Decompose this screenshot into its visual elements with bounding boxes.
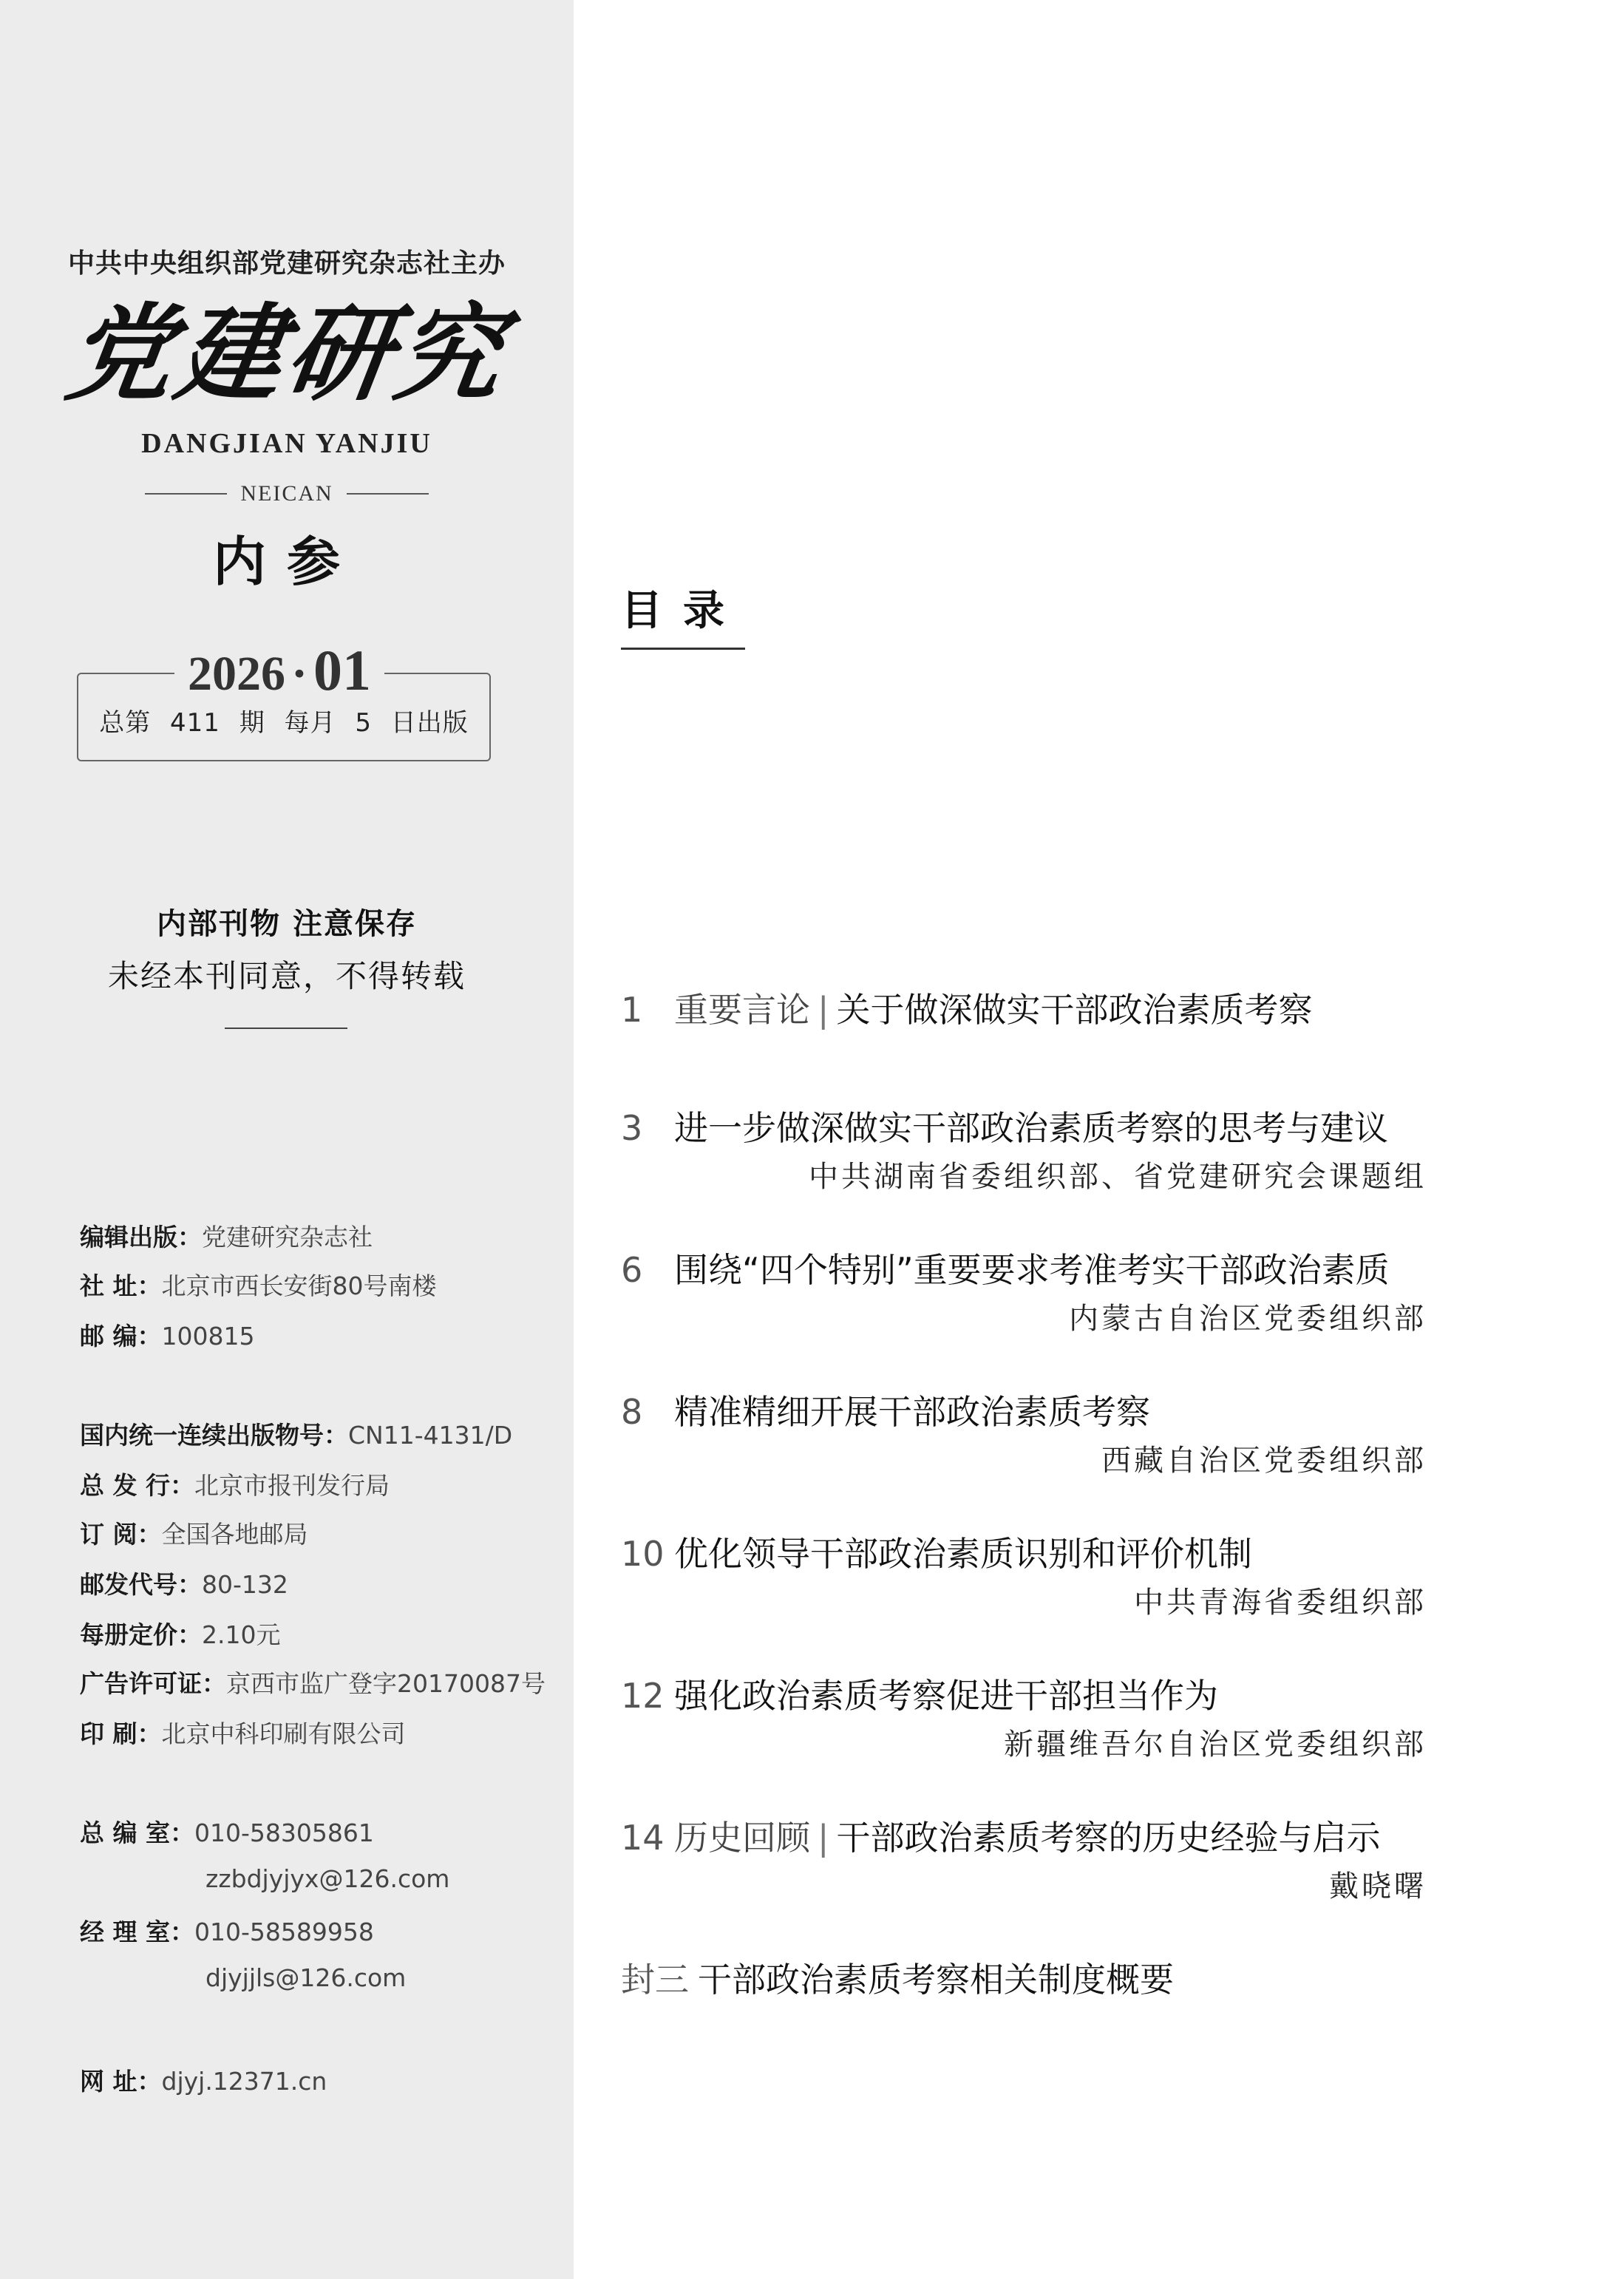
toc-item[interactable] xyxy=(621,1669,1427,1762)
divider-line-left xyxy=(145,493,227,495)
toc-page: 封三 xyxy=(621,1960,689,2000)
issue-subline: 总第 411 期 每月 5 日出版 xyxy=(99,708,469,738)
journal-title-calligraphy: 党建研究 xyxy=(59,293,514,415)
toc-heading: 目录 xyxy=(621,578,745,650)
toc-separator: | xyxy=(818,990,829,1030)
toc-author: 戴晓曙 xyxy=(1329,1869,1427,1903)
toc-title: 围绕“四个特别”重要要求考准考实干部政治素质 xyxy=(674,1250,1390,1290)
info-row: 经 理 室：010-58589958 xyxy=(80,1918,374,1946)
toc-item[interactable] xyxy=(621,1527,1427,1620)
toc-column: 重要言论 xyxy=(674,990,810,1030)
info-row: 邮发代号：80-132 xyxy=(80,1570,288,1599)
toc-page: 12 xyxy=(621,1676,665,1716)
toc-item[interactable] xyxy=(621,1811,1427,1903)
toc-title: 进一步做深做实干部政治素质考察的思考与建议 xyxy=(674,1108,1388,1148)
toc-title: 强化政治素质考察促进干部担当作为 xyxy=(674,1676,1218,1716)
toc-title: 精准精细开展干部政治素质考察 xyxy=(674,1392,1150,1432)
toc-column: 历史回顾 xyxy=(674,1818,810,1858)
toc-separator: | xyxy=(818,1818,829,1858)
toc-item[interactable] xyxy=(621,983,1427,1032)
toc-item[interactable] xyxy=(621,1243,1427,1336)
toc-title: 关于做深做实干部政治素质考察 xyxy=(836,990,1313,1030)
toc-title: 优化领导干部政治素质识别和评价机制 xyxy=(674,1534,1252,1574)
sponsor-line: 中共中央组织部党建研究杂志社主办 xyxy=(67,248,506,279)
neican-divider xyxy=(145,479,429,509)
toc-item[interactable] xyxy=(621,1101,1427,1194)
masthead-sidebar xyxy=(0,0,574,2279)
toc-title: 干部政治素质考察的历史经验与启示 xyxy=(836,1818,1381,1858)
info-row: 社 址：北京市西长安街80号南楼 xyxy=(80,1271,437,1300)
info-row: djyjjls@126.com xyxy=(205,1963,407,1992)
neican-title: 内参 xyxy=(212,530,361,593)
issue-year: 2026 xyxy=(188,647,285,701)
journal-title-pinyin: DANGJIAN YANJIU xyxy=(141,428,432,459)
toc-page: 1 xyxy=(621,990,643,1030)
info-row: 编辑出版：党建研究杂志社 xyxy=(80,1223,373,1251)
issue-number xyxy=(174,637,384,704)
info-row: 邮 编：100815 xyxy=(80,1322,255,1351)
divider xyxy=(225,1028,347,1029)
toc-page: 10 xyxy=(621,1534,665,1574)
toc-item[interactable] xyxy=(621,1385,1427,1478)
toc-page: 8 xyxy=(621,1392,643,1432)
info-row: 订 阅：全国各地邮局 xyxy=(80,1520,308,1549)
info-row: 总 编 室：010-58305861 xyxy=(80,1818,374,1847)
reprint-notice: 未经本刊同意，不得转载 xyxy=(107,958,466,994)
toc-author: 中共湖南省委组织部、省党建研究会课题组 xyxy=(809,1160,1427,1194)
toc-author: 内蒙古自治区党委组织部 xyxy=(1069,1302,1427,1336)
toc-page: 6 xyxy=(621,1250,643,1290)
info-row: 每册定价：2.10元 xyxy=(80,1620,281,1649)
toc-page: 3 xyxy=(621,1108,643,1148)
divider-line-right xyxy=(347,493,429,495)
toc-author: 西藏自治区党委组织部 xyxy=(1101,1444,1427,1478)
toc-item[interactable] xyxy=(621,1953,1427,2002)
toc-page: 14 xyxy=(621,1818,665,1858)
issue-dot: · xyxy=(291,647,308,701)
info-row: 总 发 行：北京市报刊发行局 xyxy=(80,1471,390,1500)
toc-author: 新疆维吾尔自治区党委组织部 xyxy=(1004,1728,1427,1762)
issue-month: 01 xyxy=(313,638,372,702)
info-row: 网 址：djyj.12371.cn xyxy=(80,2067,327,2096)
toc-author: 中共青海省委组织部 xyxy=(1134,1586,1427,1620)
info-row: zzbdjyjyx@126.com xyxy=(205,1864,450,1893)
neican-pinyin: NEICAN xyxy=(240,481,333,506)
info-row: 印 刷：北京中科印刷有限公司 xyxy=(80,1719,406,1748)
info-row: 国内统一连续出版物号：CN11-4131/D xyxy=(80,1421,513,1450)
toc-title: 干部政治素质考察相关制度概要 xyxy=(698,1960,1174,2000)
internal-notice: 内部刊物 注意保存 xyxy=(157,907,417,941)
info-row: 广告许可证：京西市监广登字20170087号 xyxy=(80,1669,546,1698)
